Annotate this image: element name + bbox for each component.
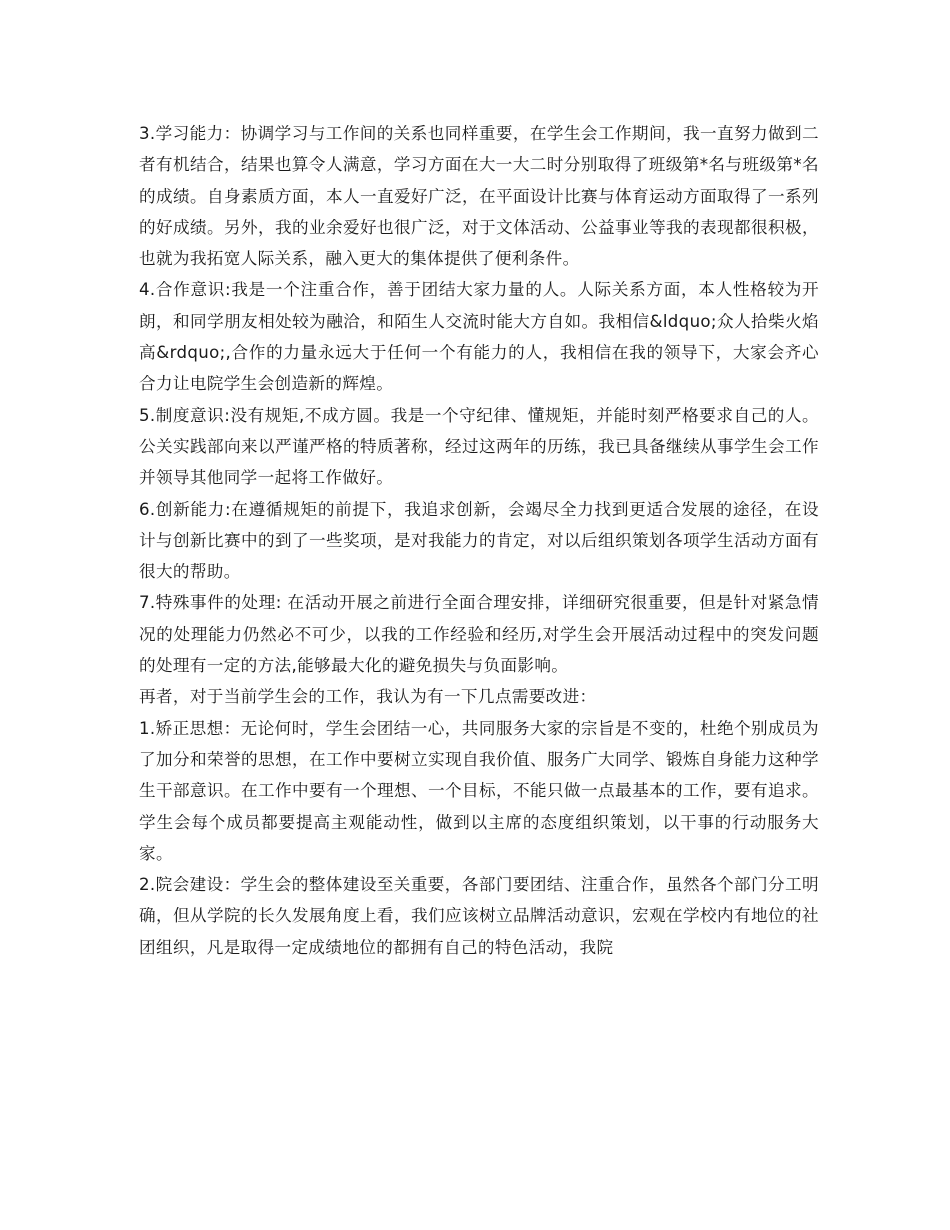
paragraph-correct-thinking: 1.矫正思想：无论何时，学生会团结一心，共同服务大家的宗旨是不变的，杜绝个别成员为了加分和荣誉的思想，在工作中要树立实现自我价值、服务广大同学、锻炼自身能力这种学生干部意识。在工作中要有一个理想、一个目标，不能只做一点最基本的工作，要有追求。学生会每个成员都要提高主观能动性，做到以主席的态度组织策划，以干事的行动服务大家。 bbox=[139, 718, 819, 863]
paragraph-special-events: 7.特殊事件的处理: 在活动开展之前进行全面合理安排，详细研究很重要，但是针对紧急情况的处理能力仍然必不可少，以我的工作经验和经历,对学生会开展活动过程中的突发问题的处理有一定的方法,能够最大化的避免损失与负面影响。 bbox=[139, 593, 819, 676]
paragraph-cooperation: 4.合作意识:我是一个注重合作，善于团结大家力量的人。人际关系方面，本人性格较为开朗，和同学朋友相处较为融洽，和陌生人交流时能大方自如。我相信&ldquo;众人拾柴火焰高&rdquo;,合作的力量永远大于任何一个有能力的人，我相信在我的领导下，大家会齐心合力让电院学生会创造新的辉煌。 bbox=[139, 280, 819, 394]
paragraph-learning-ability: 3.学习能力：协调学习与工作间的关系也同样重要，在学生会工作期间，我一直努力做到二者有机结合，结果也算令人满意，学习方面在大一大二时分别取得了班级第*名与班级第*名的成绩。自身素质方面，本人一直爱好广泛，在平面设计比赛与体育运动方面取得了一系列的好成绩。另外，我的业余爱好也很广泛，对于文体活动、公益事业等我的表现都很积极，也就为我拓宽人际关系，融入更大的集体提供了便利条件。 bbox=[139, 124, 819, 269]
paragraph-discipline: 5.制度意识:没有规矩,不成方圆。我是一个守纪律、懂规矩，并能时刻严格要求自己的人。公关实践部向来以严谨严格的特质著称，经过这两年的历练，我已具备继续从事学生会工作并领导其他同学一起将工作做好。 bbox=[139, 405, 819, 488]
document-body bbox=[139, 118, 819, 963]
paragraph-improvements-intro: 再者，对于当前学生会的工作，我认为有一下几点需要改进： bbox=[139, 687, 597, 707]
paragraph-council-building: 2.院会建设：学生会的整体建设至关重要，各部门要团结、注重合作，虽然各个部门分工明确，但从学院的长久发展角度上看，我们应该树立品牌活动意识，宏观在学校内有地位的社团组织，凡是取得一定成绩地位的都拥有自己的特色活动，我院 bbox=[139, 875, 819, 957]
paragraph-innovation: 6.创新能力:在遵循规矩的前提下，我追求创新，会竭尽全力找到更适合发展的途径，在设计与创新比赛中的到了一些奖项，是对我能力的肯定，对以后组织策划各项学生活动方面有很大的帮助。 bbox=[139, 499, 819, 582]
